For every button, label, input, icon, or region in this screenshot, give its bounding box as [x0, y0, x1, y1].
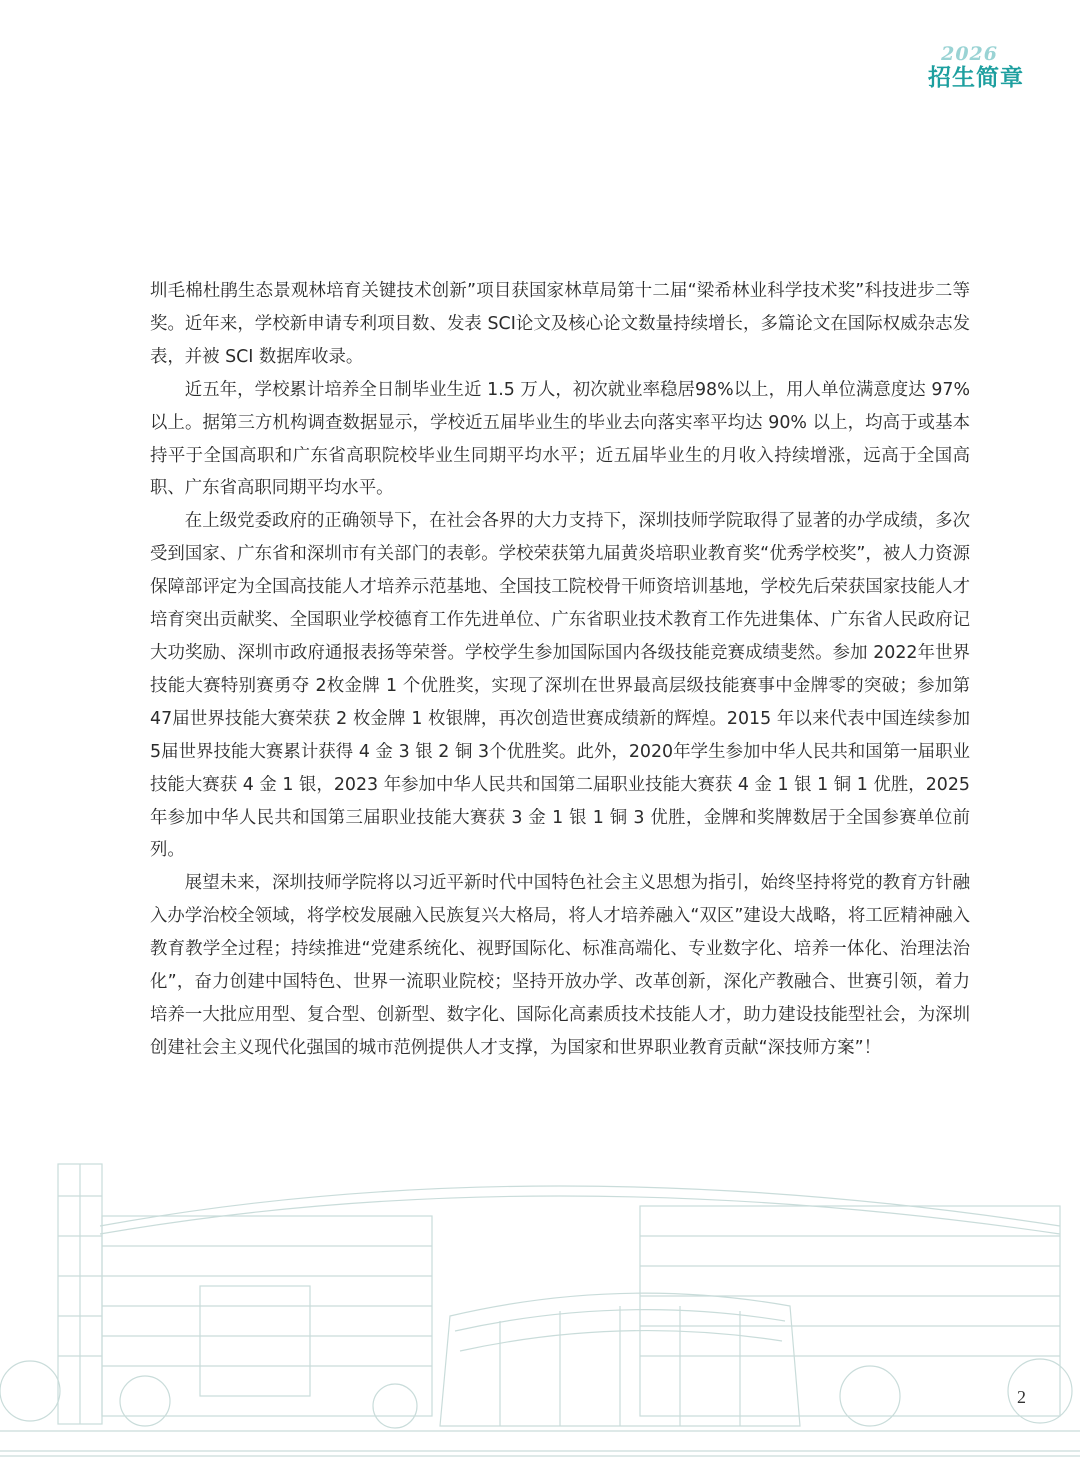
- campus-line-art-illustration: [0, 1156, 1080, 1476]
- paragraph-continued: 圳毛棉杜鹃生态景观林培育关键技术创新”项目获国家林草局第十二届“梁希林业科学技术奖”科技进步二等奖。近年来，学校新申请专利项目数、发表 SCI论文及核心论文数量持续增长，多篇论文在国际权威杂志发表，并被 SCI 数据库收录。: [150, 281, 970, 367]
- paragraph-outlook: 展望未来，深圳技师学院将以习近平新时代中国特色社会主义思想为指引，始终坚持将党的教育方针融入办学治校全领域，将学校发展融入民族复兴大格局，将人才培养融入“双区”建设大战略，将工匠精神融入教育教学全过程；持续推进“党建系统化、视野国际化、标准高端化、专业数字化、培养一体化、治理法治化”，奋力创建中国特色、世界一流职业院校；坚持开放办学、改革创新，深化产教融合、世赛引领，着力培养一大批应用型、复合型、创新型、数字化、国际化高素质技术技能人才，助力建设技能型社会，为深圳创建社会主义现代化强国的城市范例提供人才支撑，为国家和世界职业教育贡献“深技师方案”！: [150, 873, 970, 1058]
- brand-title: 招生简章: [928, 65, 1024, 91]
- paragraph-employment: 近五年，学校累计培养全日制毕业生近 1.5 万人，初次就业率稳居98%以上，用人单位满意度达 97%以上。据第三方机构调查数据显示，学校近五届毕业生的毕业去向落实率平均达 90% 以上，均高于或基本持平于全国高职和广东省高职院校毕业生同期平均水平；近五届毕业生的月收入持续增涨，远高于全国高职、广东省高职同期平均水平。: [150, 379, 970, 499]
- page-number: 2: [1017, 1387, 1026, 1407]
- body-text: [150, 275, 970, 1065]
- brand-year: 2026: [941, 43, 998, 65]
- brochure-brand: [914, 44, 1024, 100]
- paragraph-honors: 在上级党委政府的正确领导下，在社会各界的大力支持下，深圳技师学院取得了显著的办学成绩，多次受到国家、广东省和深圳市有关部门的表彰。学校荣获第九届黄炎培职业教育奖“优秀学校奖”，被人力资源保障部评定为全国高技能人才培养示范基地、全国技工院校骨干师资培训基地，学校先后荣获国家技能人才培育突出贡献奖、全国职业学校德育工作先进单位、广东省职业技术教育工作先进集体、广东省人民政府记大功奖励、深圳市政府通报表扬等荣誉。学校学生参加国际国内各级技能竞赛成绩斐然。参加 2022年世界技能大赛特别赛勇夺 2枚金牌 1 个优胜奖，实现了深圳在世界最高层级技能赛事中金牌零的突破；参加第 47届世界技能大赛荣获 2 枚金牌 1 枚银牌，再次创造世赛成绩新的辉煌。2015 年以来代表中国连续参加 5届世界技能大赛累计获得 4 金 3 银 2 铜 3个优胜奖。此外，2020年学生参加中华人民共和国第一届职业技能大赛获 4 金 1 银，2023 年参加中华人民共和国第二届职业技能大赛获 4 金 1 银 1 铜 1 优胜，2025 年参加中华人民共和国第三届职业技能大赛获 3 金 1 银 1 铜 3 优胜，金牌和奖牌数居于全国参赛单位前列。: [150, 511, 970, 861]
